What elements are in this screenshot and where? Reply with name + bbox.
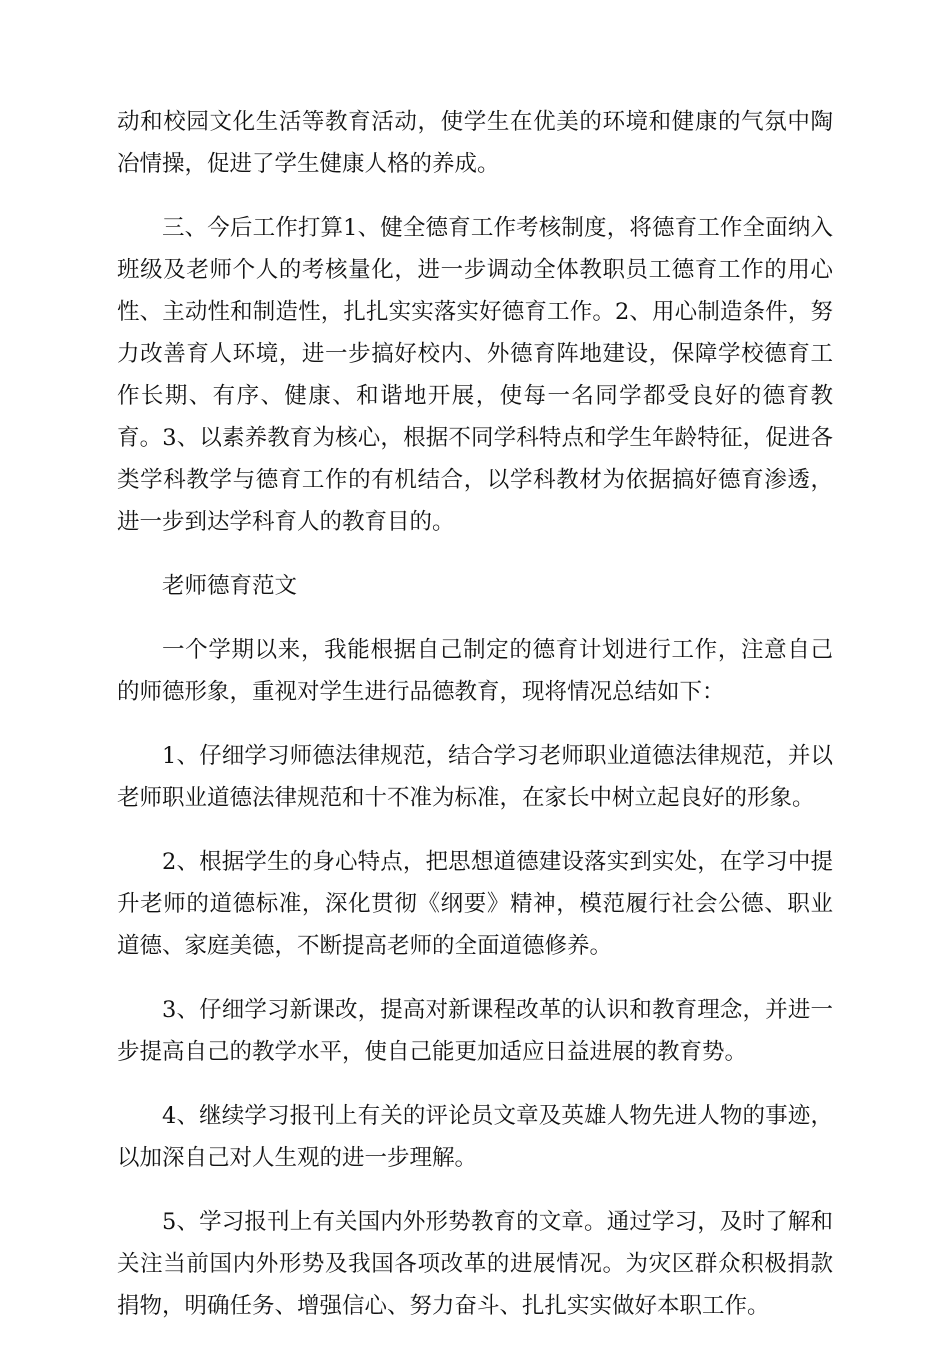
paragraph-continuation: 动和校园文化生活等教育活动，使学生在优美的环境和健康的气氛中陶冶情操，促进了学生健康人格的养成。 [117,109,833,177]
paragraph-item-4: 4、继续学习报刊上有关的评论员文章及英雄人物先进人物的事迹，以加深自己对人生观的进一步理解。 [117,1103,833,1171]
paragraph-item-1: 1、仔细学习师德法律规范，结合学习老师职业道德法律规范，并以老师职业道德法律规范和十不准为标准，在家长中树立起良好的形象。 [117,743,833,811]
paragraph-item-5: 5、学习报刊上有关国内外形势教育的文章。通过学习，及时了解和关注当前国内外形势及我国各项改革的进展情况。为灾区群众积极捐款捐物，明确任务、增强信心、努力奋斗、扎扎实实做好本职工作。 [117,1209,833,1319]
paragraph-future-plans: 三、今后工作打算1、健全德育工作考核制度，将德育工作全面纳入班级及老师个人的考核量化，进一步调动全体教职员工德育工作的用心性、主动性和制造性，扎扎实实落实好德育工作。2、用心制造条件，努力改善育人环境，进一步搞好校内、外德育阵地建设，保障学校德育工作长期、有序、健康、和谐地开展，使每一名同学都受良好的德育教育。3、以素养教育为核心，根据不同学科特点和学生年龄特征，促进各类学科教学与德育工作的有机结合，以学科教材为依据搞好德育渗透，进一步到达学科育人的教育目的。 [117,215,833,535]
section-heading: 老师德育范文 [162,573,298,599]
paragraph-item-2: 2、根据学生的身心特点，把思想道德建设落实到实处，在学习中提升老师的道德标准，深化贯彻《纲要》精神，模范履行社会公德、职业道德、家庭美德，不断提高老师的全面道德修养。 [117,849,833,959]
paragraph-intro: 一个学期以来，我能根据自己制定的德育计划进行工作，注意自己的师德形象，重视对学生进行品德教育，现将情况总结如下： [117,637,833,705]
paragraph-item-3: 3、仔细学习新课改，提高对新课程改革的认识和教育理念，并进一步提高自己的教学水平，使自己能更加适应日益进展的教育势。 [117,997,833,1065]
document-body [117,101,833,1349]
